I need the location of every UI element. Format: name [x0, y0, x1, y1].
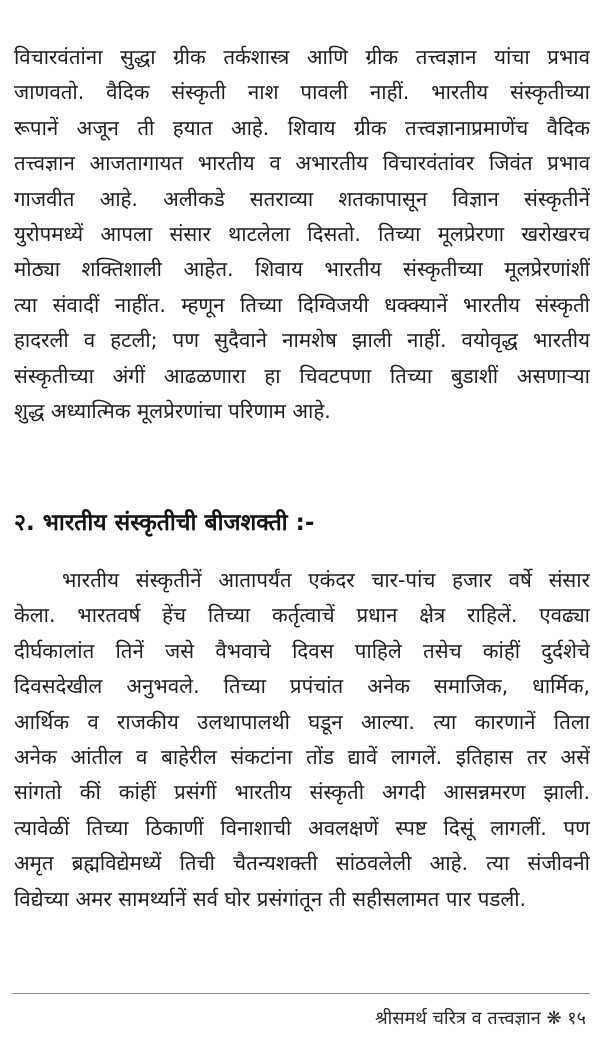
paragraph-1	[14, 40, 590, 429]
text-line: अनेक आंतील व बाहेरील संकटांना तोंड द्यावें लागलें. इतिहास तर असें	[14, 744, 590, 769]
text-line: सांगतो कीं कांहीं प्रसंगीं भारतीय संस्कृती अगदी आसन्नमरण झाली.	[14, 780, 590, 805]
running-footer: श्रीसमर्थ चरित्र व तत्त्वज्ञान ❋ १५	[374, 1008, 586, 1029]
text-line: त्या संवादीं नाहींत. म्हणून तिच्या दिग्विजयी धक्क्यानें भारतीय संस्कृती	[14, 292, 590, 317]
text-line: त्यावेळीं तिच्या ठिकाणीं विनाशाची अवलक्षणें स्पष्ट दिसूं लागलीं. पण	[14, 815, 590, 840]
text-line: तत्त्वज्ञान आजतागायत भारतीय व अभारतीय विचारवंतांवर जिवंत प्रभाव	[14, 151, 590, 176]
text-line: शुद्ध अध्यात्मिक मूलप्रेरणांचा परिणाम आहे.	[14, 398, 331, 423]
text-line: गाजवीत आहे. अलीकडे सतराव्या शतकापासून विज्ञान संस्कृतीनें	[14, 186, 590, 211]
text-line: मोठ्या शक्तिशाली आहेत. शिवाय भारतीय संस्कृतीच्या मूलप्रेरणांशीं	[14, 257, 590, 282]
text-line: हादरली व हटली; पण सुदैवाने नामशेष झाली नाहीं. वयोवृद्ध भारतीय	[14, 328, 590, 353]
text-line: अमृत ब्रह्मविद्येमध्यें तिची चैतन्यशक्ती सांठवलेली आहे. त्या संजीवनी	[14, 851, 590, 876]
text-line: जाणवतो. वैदिक संस्कृती नाश पावली नाहीं. भारतीय संस्कृतीच्या	[14, 80, 590, 105]
text-line: दीर्घकालांत तिनें जसे वैभवाचे दिवस पाहिले तसेच कांहीं दुर्दशेचे	[14, 638, 590, 663]
text-line: आर्थिक व राजकीय उलथापालथी घडून आल्या. त्या कारणानें तिला	[14, 709, 590, 734]
text-line: भारतीय संस्कृतीनें आतापर्यंत एकंदर चार-पांच हजार वर्षे संसार	[62, 568, 590, 592]
text-line: केला. भारतवर्ष हेंच तिच्या कर्तृत्वाचें प्रधान क्षेत्र राहिलें. एवढ्या	[14, 603, 590, 628]
text-line: विद्येच्या अमर सामर्थ्यानें सर्व घोर प्रसंगांतून ती सहीसलामत पार पडली.	[14, 886, 527, 911]
paragraph-2	[14, 563, 590, 917]
text-line: दिवसदेखील अनुभवले. तिच्या प्रपंचांत अनेक समाजिक, धार्मिक,	[14, 674, 590, 699]
footer-divider	[12, 993, 590, 994]
text-line: रूपानें अजून ती हयात आहे. शिवाय ग्रीक तत्त्वज्ञानाप्रमाणेंच वैदिक	[14, 115, 590, 140]
text-line: युरोपमध्यें आपला संसार थाटलेला दिसतो. तिच्या मूलप्रेरणा खरोखरच	[14, 221, 590, 246]
section-heading: २. भारतीय संस्कृतीची बीजशक्ती :-	[14, 510, 315, 536]
text-line: संस्कृतीच्या अंगीं आढळणारा हा चिवटपणा तिच्या बुडाशीं असणाऱ्या	[14, 363, 590, 388]
text-line: विचारवंतांना सुद्धा ग्रीक तर्कशास्त्र आणि ग्रीक तत्त्वज्ञान यांचा प्रभाव	[14, 45, 590, 69]
